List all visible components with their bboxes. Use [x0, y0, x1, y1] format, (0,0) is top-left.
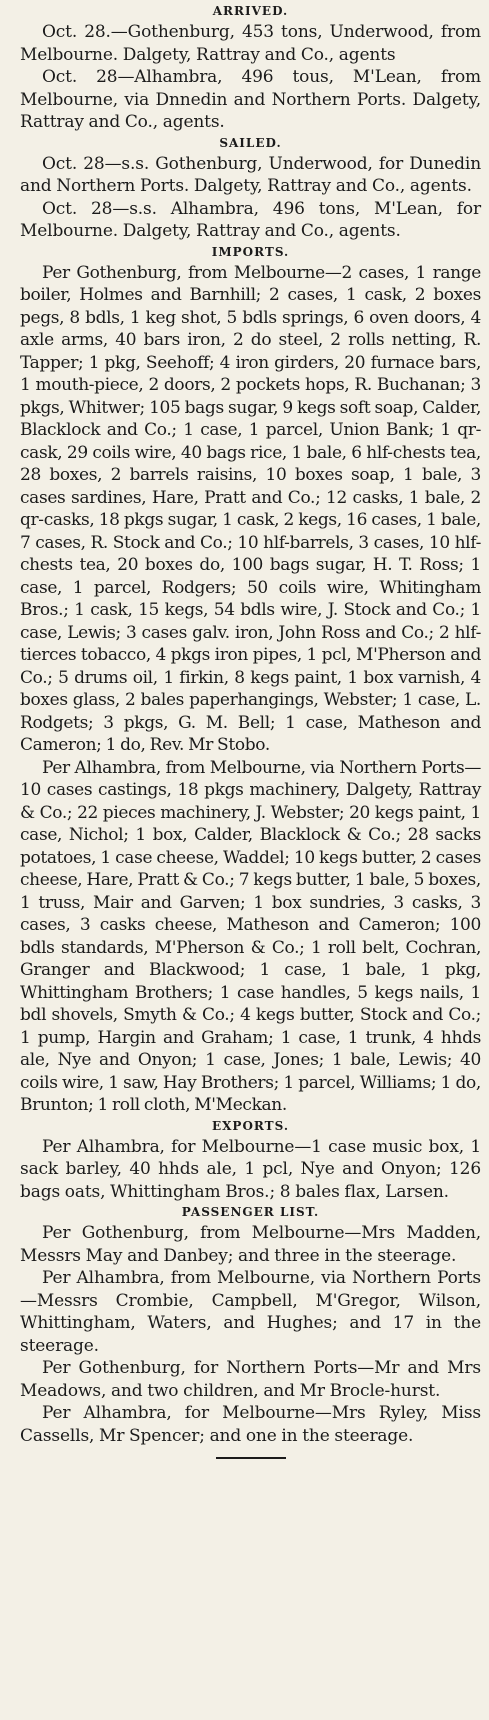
exports-entry: Per Alhambra, for Melbourne—1 case music box, 1 sack barley, 40 hhds ale, 1 pcl, Nye and Onyon; 126 bags oats, Whittingham Bros.; 8 bales flax, Larsen.	[20, 1136, 481, 1202]
arrived-heading: ARRIVED.	[212, 4, 289, 18]
closing-rule	[216, 1457, 286, 1459]
imports-entry: Per Gothenburg, from Melbourne—2 cases, 1 range boiler, Holmes and Barnhill; 2 cases, 1 cask, 2 boxes pegs, 8 bdls, 1 keg shot, 5 bdls springs, 6 oven doors, 4 axle arms, 40 bars iron, 2 do steel, 2 rolls netting, R. Tapper; 1 pkg, Seehoff; 4 iron girders, 20 furnace bars, 1 mouth-piece, 2 doors, 2 pockets hops, R. Buchanan; 3 pkgs, Whitwer; 105 bags sugar, 9 kegs soft soap, Calder, Blacklock and Co.; 1 case, 1 parcel, Union Bank; 1 qr-cask, 29 coils wire, 40 bags rice, 1 bale, 6 hlf-chests tea, 28 boxes, 2 barrels raisins, 10 boxes soap, 1 bale, 3 cases sardines, Hare, Pratt and Co.; 12 casks, 1 bale, 2 qr-casks, 18 pkgs sugar, 1 cask, 2 kegs, 16 cases, 1 bale, 7 cases, R. Stock and Co.; 10 hlf-barrels, 3 cases, 10 hlf-chests tea, 20 boxes do, 100 bags sugar, H. T. Ross; 1 case, 1 parcel, Rodgers; 50 coils wire, Whitingham Bros.; 1 cask, 15 kegs, 54 bdls wire, J. Stock and Co.; 1 case, Lewis; 3 cases galv. iron, John Ross and Co.; 2 hlf-tierces tobacco, 4 pkgs iron pipes, 1 pcl, M'Pherson and Co.; 5 drums oil, 1 firkin, 8 kegs paint, 1 box varnish, 4 boxes glass, 2 bales paperhangings, Webster; 1 case, L. Rodgets; 3 pkgs, G. M. Bell; 1 case, Matheson and Cameron; 1 do, Rev. Mr Stobo.	[20, 262, 481, 755]
imports-entry: Per Alhambra, from Melbourne, via Northern Ports—10 cases castings, 18 pkgs machinery, Dalgety, Rattray & Co.; 22 pieces machinery, J. Webster; 20 kegs paint, 1 case, Nichol; 1 box, Calder, Blacklock & Co.; 28 sacks potatoes, 1 case cheese, Waddel; 10 kegs butter, 2 cases cheese, Hare, Pratt & Co.; 7 kegs butter, 1 bale, 5 boxes, 1 truss, Mair and Garven; 1 box sundries, 3 casks, 3 cases, 3 casks cheese, Matheson and Cameron; 100 bdls standards, M'Pherson & Co.; 1 roll belt, Cochran, Granger and Blackwood; 1 case, 1 bale, 1 pkg, Whittingham Brothers; 1 case handles, 5 kegs nails, 1 bdl shovels, Smyth & Co.; 4 kegs butter, Stock and Co.; 1 pump, Hargin and Graham; 1 case, 1 trunk, 4 hhds ale, Nye and Onyon; 1 case, Jones; 1 bale, Lewis; 40 coils wire, 1 saw, Hay Brothers; 1 parcel, Williams; 1 do, Brunton; 1 roll cloth, M'Meckan.	[20, 757, 481, 1115]
passenger-entry: Per Gothenburg, from Melbourne—Mrs Madden, Messrs May and Danbey; and three in the steerage.	[20, 1223, 481, 1266]
arrived-entry: Oct. 28.—Gothenburg, 453 tons, Underwood, from Melbourne. Dalgety, Rattray and Co., agents	[20, 22, 481, 65]
imports-heading: IMPORTS.	[211, 244, 290, 259]
sailed-entry: Oct. 28—s.s. Alhambra, 496 tons, M'Lean, for Melbourne. Dalgety, Rattray and Co., agents.	[20, 198, 481, 241]
exports-heading: EXPORTS.	[211, 1118, 290, 1133]
arrived-entry: Oct. 28—Alhambra, 496 tous, M'Lean, from Melbourne, via Dnnedin and Northern Ports. Dalgety, Rattray and Co., agents.	[20, 67, 481, 132]
sailed-heading: SAILED.	[219, 135, 282, 150]
sailed-entry: Oct. 28—s.s. Gothenburg, Underwood, for Dunedin and Northern Ports. Dalgety, Rattray and Co., agents.	[20, 153, 481, 196]
passenger-list-heading: PASSENGER LIST.	[181, 1205, 320, 1219]
passenger-entry: Per Alhambra, from Melbourne, via Northern Ports—Messrs Crombie, Campbell, M'Gregor, Wilson, Whittingham, Waters, and Hughes; and 17 in the steerage.	[20, 1268, 481, 1356]
passenger-entry: Per Alhambra, for Melbourne—Mrs Ryley, Miss Cassells, Mr Spencer; and one in the steerage.	[20, 1403, 481, 1446]
passenger-entry: Per Gothenburg, for Northern Ports—Mr and Mrs Meadows, and two children, and Mr Brocle-hurst.	[20, 1358, 481, 1401]
